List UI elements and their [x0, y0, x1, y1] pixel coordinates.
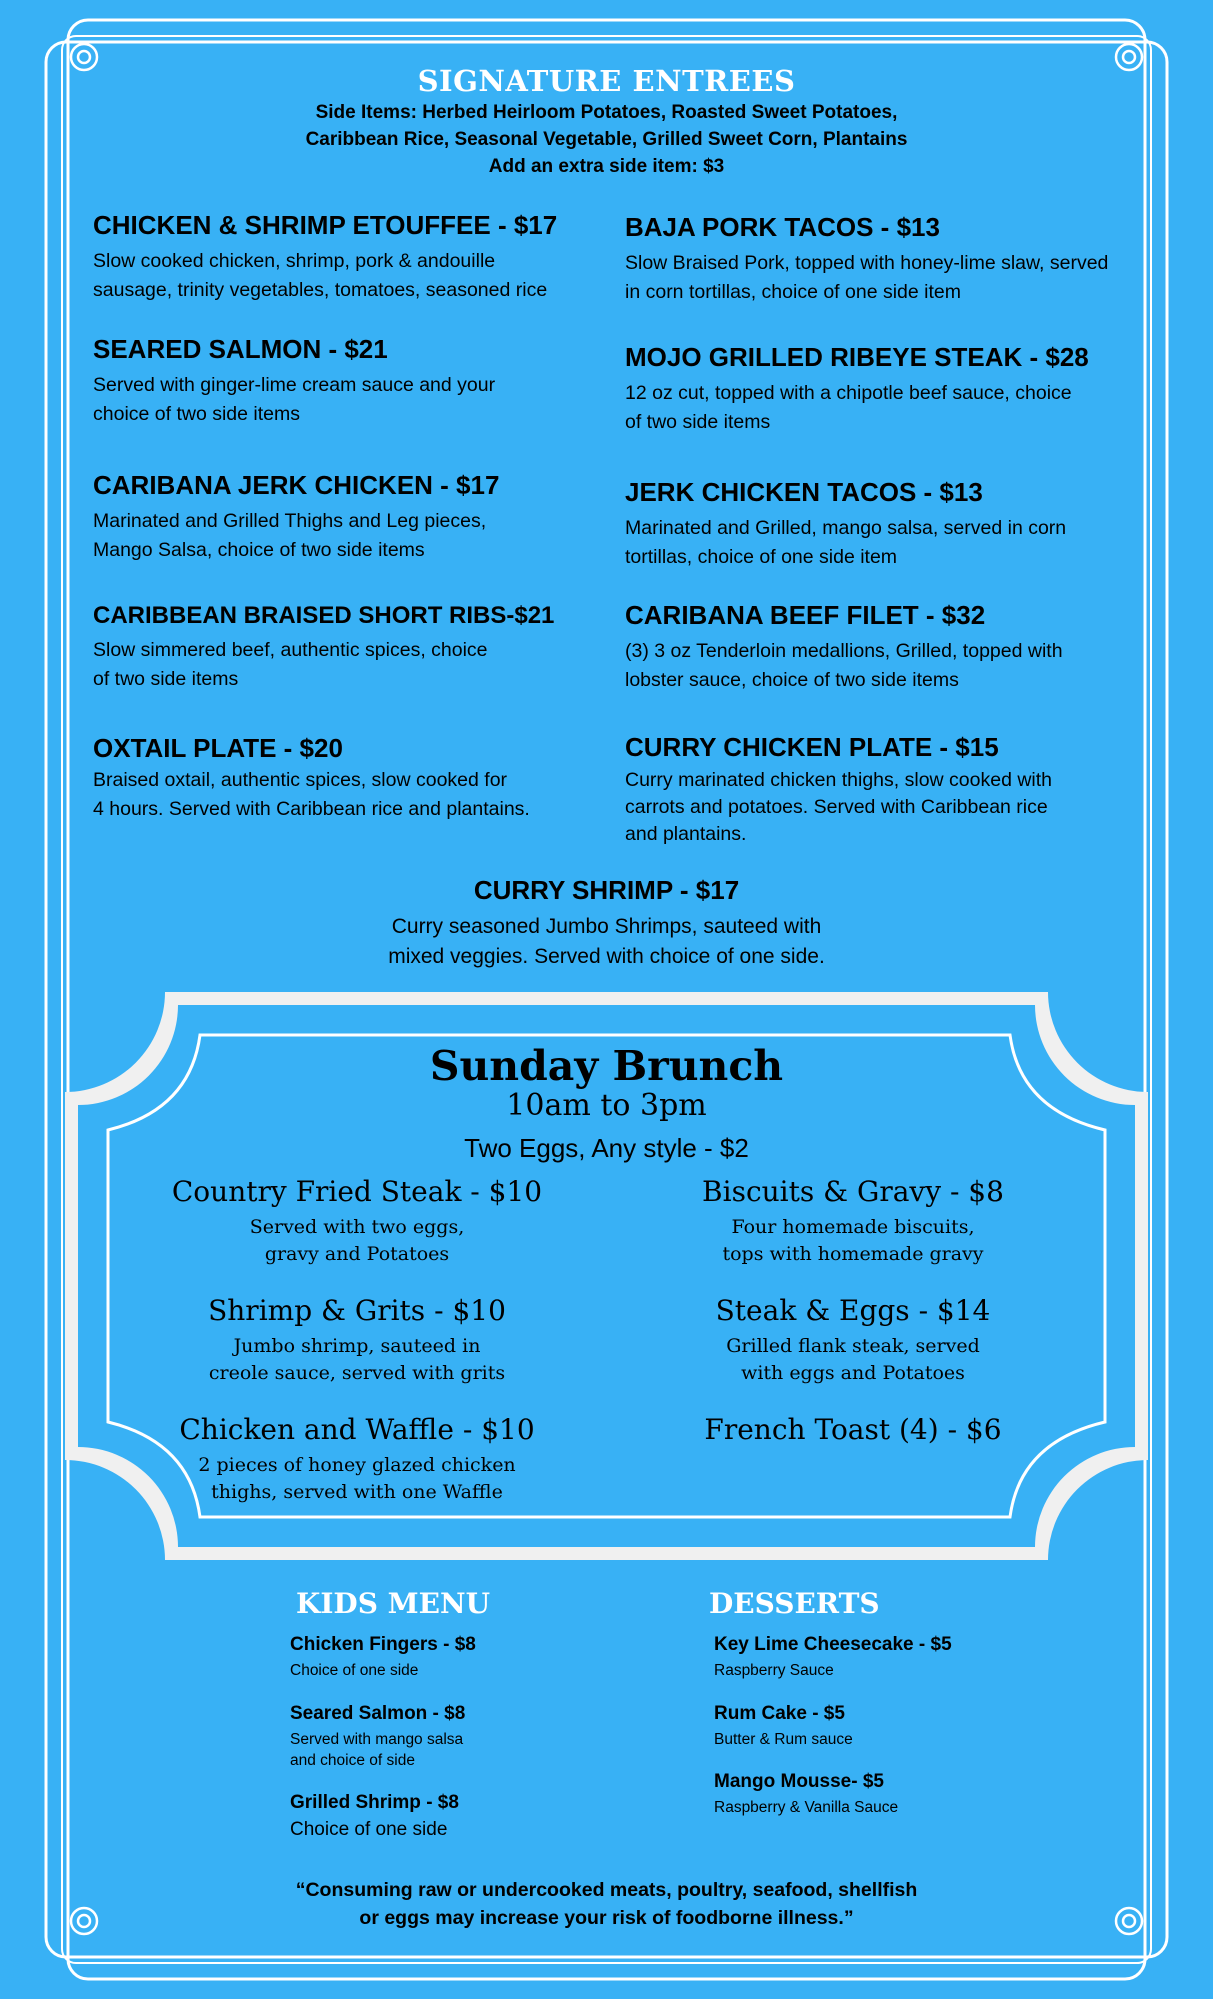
entree-desc: 12 oz cut, topped with a chipotle beef sauce, choice	[625, 382, 1072, 404]
brunch-item-desc: creole sauce, served with grits	[208, 1362, 506, 1384]
kids-item-title: Seared Salmon - $8	[290, 1703, 466, 1724]
kids-item	[290, 1634, 476, 1681]
side-items-line-2: Caribbean Rice, Seasonal Vegetable, Grilled Sweet Corn, Plantains	[305, 129, 908, 150]
entree-desc: of two side items	[93, 668, 239, 690]
dessert-item-desc: Raspberry Sauce	[714, 1662, 834, 1679]
brunch-title: Sunday Brunch	[429, 1042, 784, 1090]
entree-desc: Marinated and Grilled Thighs and Leg pieces,	[93, 510, 487, 532]
dessert-item	[714, 1771, 898, 1818]
entree-desc: Curry marinated chicken thighs, slow cooked with	[625, 769, 1053, 791]
kids-item-desc: Choice of one side	[290, 1819, 448, 1840]
food-safety-disclaimer	[0, 1876, 1213, 1932]
entree-desc: and plantains.	[625, 823, 747, 845]
disclaimer-line: “Consuming raw or undercooked meats, poultry, seafood, shellfish	[295, 1879, 918, 1901]
brunch-item-desc: Served with two eggs,	[249, 1216, 465, 1238]
entree-desc: Served with ginger-lime cream sauce and your	[93, 374, 496, 396]
entree-item	[625, 212, 1108, 307]
entree-title: CARIBBEAN BRAISED SHORT RIBS-$21	[93, 602, 555, 629]
kids-item-desc: Choice of one side	[290, 1662, 419, 1679]
entree-desc: of two side items	[625, 411, 771, 433]
kids-item-title: Grilled Shrimp - $8	[290, 1792, 459, 1813]
dessert-item-title: Rum Cake - $5	[714, 1703, 845, 1724]
entree-desc: Slow cooked chicken, shrimp, pork & andouille	[93, 250, 496, 272]
side-items-line-1: Side Items: Herbed Heirloom Potatoes, Roasted Sweet Potatoes,	[315, 102, 898, 123]
entree-title: CARIBANA JERK CHICKEN - $17	[93, 470, 500, 500]
entree-desc: mixed veggies. Served with choice of one side.	[388, 945, 825, 968]
dessert-item-desc: Butter & Rum sauce	[714, 1731, 853, 1748]
signature-entrees-title: SIGNATURE ENTREES	[417, 64, 796, 98]
brunch-item	[107, 1294, 607, 1387]
brunch-item-desc: Jumbo shrimp, sauteed in	[233, 1335, 481, 1357]
brunch-item-desc: 2 pieces of honey glazed chicken	[198, 1454, 516, 1476]
desserts-title: DESSERTS	[709, 1587, 880, 1620]
brunch-item-desc: Four homemade biscuits,	[731, 1216, 975, 1238]
kids-menu-title: KIDS MENU	[296, 1587, 491, 1620]
entree-item	[93, 334, 495, 429]
entree-item	[625, 342, 1089, 437]
entree-item	[625, 600, 1063, 695]
dessert-item-desc: Raspberry & Vanilla Sauce	[714, 1799, 899, 1816]
entree-desc: Slow simmered beef, authentic spices, choice	[93, 639, 488, 661]
dessert-item-title: Mango Mousse- $5	[714, 1771, 884, 1792]
entree-desc: carrots and potatoes. Served with Caribbean rice	[625, 796, 1048, 818]
brunch-item-title: Shrimp & Grits - $10	[208, 1294, 506, 1327]
entree-desc: lobster sauce, choice of two side items	[625, 669, 959, 691]
entree-desc: tortillas, choice of one side item	[625, 546, 898, 568]
entree-item	[625, 477, 1066, 572]
disclaimer-line: or eggs may increase your risk of foodborne illness.”	[359, 1907, 854, 1929]
entree-item	[93, 733, 530, 824]
kids-item-title: Chicken Fingers - $8	[290, 1634, 476, 1655]
brunch-item-desc: tops with homemade gravy	[722, 1243, 984, 1265]
brunch-item	[603, 1294, 1103, 1387]
entree-title: CHICKEN & SHRIMP ETOUFFEE - $17	[93, 210, 558, 240]
entree-desc: Braised oxtail, authentic spices, slow cooked for	[93, 769, 508, 791]
entree-title: OXTAIL PLATE - $20	[93, 733, 343, 763]
brunch-item	[603, 1175, 1103, 1268]
entree-title: CURRY CHICKEN PLATE - $15	[625, 732, 999, 762]
brunch-item-desc: gravy and Potatoes	[264, 1243, 450, 1265]
entree-title: JERK CHICKEN TACOS - $13	[625, 477, 983, 507]
entree-desc: sausage, trinity vegetables, tomatoes, seasoned rice	[93, 279, 548, 301]
brunch-item-title: Country Fried Steak - $10	[171, 1175, 543, 1208]
entree-desc: Curry seasoned Jumbo Shrimps, sauteed with	[391, 915, 822, 938]
brunch-eggs-price: Two Eggs, Any style - $2	[464, 1133, 749, 1163]
brunch-item-desc: with eggs and Potatoes	[741, 1362, 965, 1384]
entree-title: CURRY SHRIMP - $17	[473, 875, 740, 905]
brunch-item-desc: Grilled flank steak, served	[726, 1335, 980, 1357]
entree-desc: choice of two side items	[93, 403, 301, 425]
brunch-item	[107, 1175, 607, 1268]
entree-item	[93, 602, 554, 694]
kids-item	[290, 1703, 465, 1771]
brunch-item	[603, 1413, 1103, 1446]
brunch-item-title: French Toast (4) - $6	[704, 1413, 1002, 1446]
brunch-item-desc: thighs, served with one Waffle	[211, 1481, 503, 1503]
entree-item	[625, 732, 1052, 848]
kids-item	[290, 1792, 459, 1842]
entree-desc: Mango Salsa, choice of two side items	[93, 539, 425, 561]
dessert-item	[714, 1703, 853, 1750]
entree-desc: Marinated and Grilled, mango salsa, served in corn	[625, 517, 1067, 539]
entree-desc: 4 hours. Served with Caribbean rice and plantains.	[93, 798, 530, 820]
entree-item	[93, 210, 557, 305]
kids-item-desc: Served with mango salsa	[290, 1731, 464, 1748]
dessert-item	[714, 1634, 952, 1681]
kids-item-desc: and choice of side	[290, 1752, 415, 1769]
entree-title: CARIBANA BEEF FILET - $32	[625, 600, 986, 630]
entree-desc: in corn tortillas, choice of one side item	[625, 281, 961, 303]
brunch-item	[107, 1413, 607, 1506]
entree-title: SEARED SALMON - $21	[93, 334, 388, 364]
extra-side-price: Add an extra side item: $3	[488, 156, 725, 177]
entree-item	[0, 875, 1213, 972]
entree-desc: (3) 3 oz Tenderloin medallions, Grilled, topped with	[625, 640, 1063, 662]
brunch-item-title: Biscuits & Gravy - $8	[702, 1175, 1004, 1208]
brunch-item-title: Steak & Eggs - $14	[715, 1294, 991, 1327]
entree-desc: Slow Braised Pork, topped with honey-lime slaw, served	[625, 252, 1109, 274]
brunch-hours: 10am to 3pm	[506, 1088, 707, 1123]
entree-title: BAJA PORK TACOS - $13	[625, 212, 940, 242]
entree-item	[93, 470, 499, 565]
entree-title: MOJO GRILLED RIBEYE STEAK - $28	[625, 342, 1089, 372]
brunch-item-title: Chicken and Waffle - $10	[179, 1413, 535, 1446]
corner-ornaments	[71, 44, 1142, 1934]
dessert-item-title: Key Lime Cheesecake - $5	[714, 1634, 952, 1655]
